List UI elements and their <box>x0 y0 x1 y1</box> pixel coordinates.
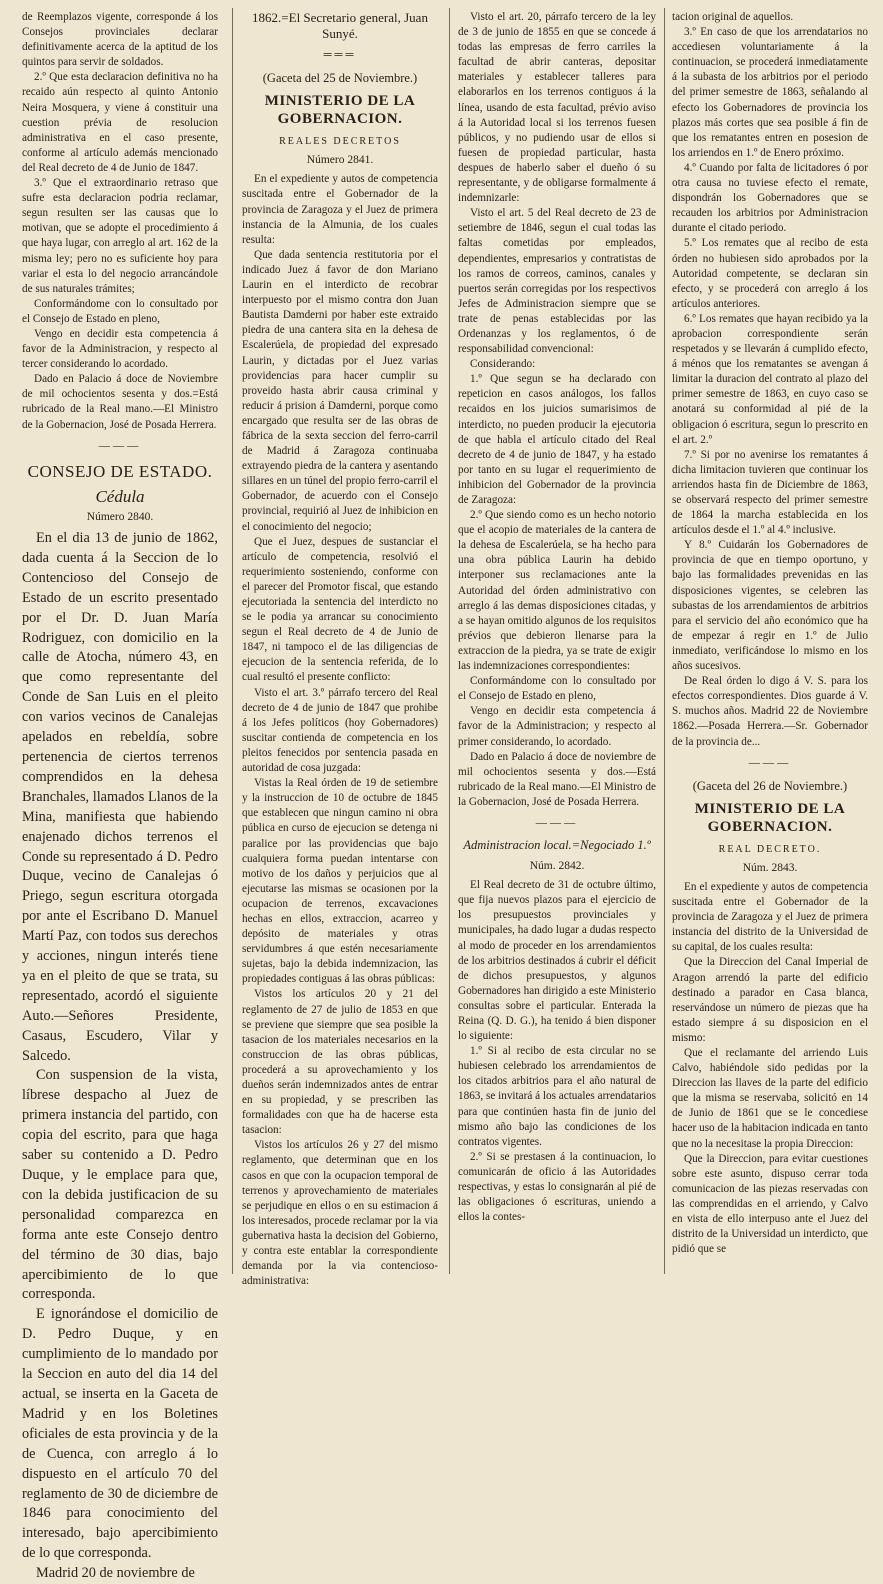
paragraph: Vengo en decidir esta competencia á favor de la Administracion, y respecto al tercer considerando lo acordado. <box>22 327 218 371</box>
paragraph: 2.º Que esta declaracion definitiva no ha recaido aún respecto al quinto Antonio Neira Mosquera, y viene á constituir una cuestion prévia de resolucion administrativa en el caso presente, conforme al artículo además mencionado del Real decreto de 4 de Junio de 1847. <box>22 71 218 174</box>
paragraph: de Reemplazos vigente, corresponde á los Consejos provinciales declarar definitivamente acerca de la aptitud de los quintos para servir de soldados. <box>22 11 218 69</box>
paragraph: Vengo en decidir esta competencia á favor de la Administracion; y respecto al primer considerando, lo acordado. <box>458 705 656 748</box>
decree-number: Núm. 2842. <box>529 860 585 873</box>
paragraph: Y 8.º Cuidarán los Gobernadores de provincia de que en tiempo oportuno, y bajo las formalidades prevenidas en las disposiciones vigentes, se celebren las subastas de los arrendamientos de arbitrios para el servicio del año económico que ha de empezar á regir en 1.º de Julio inmediato, verificándose lo mismo en los años sucesivos. <box>672 539 868 673</box>
paragraph: 1.º Si al recibo de esta circular no se hubiesen celebrado los arrendamientos de los citados arbitrios para el año natural de 1863, se invitará á los actuales arrendatarios para que continúen hasta fin de junio del mismo año bajo las condiciones de los contratos vigentes. <box>458 1045 656 1148</box>
paragraph: Vistas la Real órden de 19 de setiembre y la instruccion de 10 de octubre de 1845 que establecen que ningun camino ni obra pública en curso de ejecucion se detenga ni paralice por las providencias que bajo cualquiera forma puedan intentarse con motivo de los daños y perjuicios que al ejecutarse las mismas se ocasionen por la ocupacion de terrenos, excavaciones hechas en ellos, extraccion, acarreo y depósito de materiales y otras servidumbres á que estén necesariamente sujetas, bajo la debida indemnizacion, las propiedades contiguas á las obras públicas: <box>242 777 438 986</box>
paragraph: 3.º En caso de que los arrendatarios no accediesen voluntariamente á la continuacion, se procederá inmediatamente á la subasta de los arbitrios por el periodo del primer semestre de 1863, señalando al efecto los Gobernadores de provincia los plazos más cortes que sea posible á fin de que los rematantes entren en posesion de los arriendos en 1.º de Enero próximo. <box>672 26 868 159</box>
decree-number: Número 2841. <box>306 154 374 167</box>
section-heading: REALES DECRETOS <box>279 136 401 148</box>
decree-number: Número 2840. <box>86 510 154 523</box>
paragraph: En el expediente y autos de competencia suscitada entre el Gobernador de la provincia de Zaragoza y el Juez de primera instancia de la Almunia, de los cuales resulta: <box>242 173 438 246</box>
paragraph: Madrid 20 de noviembre de <box>36 1565 195 1582</box>
paragraph: 4.º Cuando por falta de licitadores ó por otra causa no tuviese efecto el remate, dispondrán los Gobernadores que se recauden los arbitrios por Administracion durante el citado periodo. <box>672 161 868 235</box>
separator: ——— <box>535 816 579 829</box>
column-3 <box>458 10 656 1272</box>
paragraph: 7.º Si por no avenirse los rematantes á dicha limitacion tuvieren que continuar los arriendos hasta fin de Diciembre de 1863, se observará respecto del primer semestre de 1864 la marcha establecida en los artículos desde el 1.º al 4.º inclusive. <box>672 448 868 537</box>
paragraph: 6.º Los remates que hayan recibido ya la aprobacion correspondiente serán respetados y se llevarán á cumplido efecto, á ménos que los rematantes se avengan á limitar la duracion del contrato al plazo del primer semestre de 1863, en cuyo caso se anotará su conformidad al pié de la obligacion ó escritura, segun lo prescrito en el art. 2.º <box>672 312 868 446</box>
gazette-date: (Gaceta del 26 de Noviembre.) <box>692 778 848 793</box>
separator: ——— <box>748 756 792 769</box>
paragraph: En el expediente y autos de competencia suscitada entre el Gobernador de la provincia de Zaragoza y el Juez de primera instancia del distrito de la Universidad de su capital, de los cuales resulta: <box>672 880 868 954</box>
paragraph: 2.º Si se prestasen á la continuacion, lo comunicarán de oficio á las Autoridades respectivas, y estas lo consignarán al pié de las obligaciones ó escrituras, uniendo a ellos la contes- <box>458 1150 656 1224</box>
paragraph: 2.º Que siendo como es un hecho notorio que el acopio de materiales de la cantera de la dehesa de Escalerúela, se ha hecho para una obra pública Laurin ha debido interponer sus reclamaciones ante la Autoridad del órden administrativo con arreglo á las demas disposiciones citadas, y a se hayan omitido algunos de los requisitos prévios que debieron llenarse para la extraccion de la piedra, ya se trate de exigir las indemnizaciones correspondientes: <box>458 509 656 673</box>
paragraph: Dado en Palacio á doce de Noviembre de mil ochocientos sesenta y dos.=Está rubricado de la Real mano.—El Ministro de la Gobernacion, José de Posada Herrera. <box>22 373 218 431</box>
section-title: CONSEJO DE ESTADO. <box>27 461 213 481</box>
paragraph: 1.º Que segun se ha declarado con repeticion en casos análogos, los fallos recaidos en los juicios sumarisimos de interdicto, no pueden producir la ejecutoria de que habla el artículo citado del Real decreto de 4 de junio de 1847, y ha estado por tanto en su lugar el requerimiento de inhibicion del Gobernador de la provincia de Zaragoza: <box>458 373 656 506</box>
gazette-date: (Gaceta del 25 de Noviembre.) <box>262 71 418 86</box>
paragraph: Visto el art. 5 del Real decreto de 23 de setiembre de 1846, segun el cual todas las faltas cometidas por empleados, dependientes, empresarios y contratistas de los ramos de correos, caminos, canales y puertos serán corregidas por los respectivos Jefes de Administracion siempre que se trate de penas establecidas por las Ordenanzas y los reglamentos, ó de responsabilidad convencional: <box>458 207 656 356</box>
paragraph: E ignorándose el domicilio de D. Pedro Duque, y en cumplimiento de lo mandado por la Seccion en auto del dia 14 del actual, se inserta en la Gaceta de Madrid y en los Boletines oficiales de esta provincia y de la de Cuenca, con arreglo á lo dispuesto en el artículo 70 del reglamento de 30 de diciembre de 1846 para conocimiento del interesado, bajo apercibimiento de lo que corresponda. <box>22 1306 218 1562</box>
column-rule <box>449 8 450 1274</box>
paragraph: 5.º Los remates que al recibo de esta órden no hubiesen sido aprobados por la Autoridad competente, se declaran sin efecto, y se procederá con arreglo á los artículos anteriores. <box>672 237 868 310</box>
column-rule <box>232 8 233 1274</box>
separator: ═══ <box>323 49 357 61</box>
paragraph: Conformándome con lo consultado por el Consejo de Estado en pleno, <box>458 675 656 703</box>
paragraph: Que el Juez, despues de sustanciar el artículo de competencia, resolvió el requerimiento sosteniendo, conforme con el parecer del Promotor fiscal, que estando ejecutoriada la sentencia del interdicto no se le podia ya arrancar su conocimiento segun el Real decreto de 4 de Junio de 1847, ni tampoco el de las diligencias de ejecucion de la sentencia referida, de lo cual resultó el presente conflicto: <box>242 535 438 684</box>
paragraph: Con suspension de la vista, líbrese despacho al Juez de primera instancia del partido, con copia del escrito, para que haga saber su contenido a D. Pedro Duque, y le emplace para que, con la debida justificacion de su personalidad comparezca en forma ante este Consejo dentro del término de 30 dias, bajo apercibimiento de lo que corresponda. <box>22 1067 218 1303</box>
paragraph: 3.º Que el extraordinario retraso que sufre esta declaracion podria reclamar, segun resulten ser las causas que lo motivan, que se adopte el procedimiento á que haya lugar, con arreglo al art. 162 de la misma ley; pero no es suficiente hoy para variar el esta lo del negocio arrancándole de sus naturales trámites; <box>22 177 218 295</box>
paragraph: Dado en Palacio á doce de noviembre de mil ochocientos sesenta y dos.—Está rubricado de la Real mano.—El Ministro de la Gobernacion, José de Posada Herrera. <box>458 750 656 808</box>
section-heading: REAL DECRETO. <box>718 843 822 855</box>
paragraph: Visto el art. 3.º párrafo tercero del Real decreto de 4 de junio de 1847 que prohibe á los Jefes políticos (hoy Gobernadores) suscitar contienda de competencia en los pleitos fenecidos por sentencia pasada en autoridad de cosa juzgada: <box>242 686 438 775</box>
paragraph: De Real órden lo digo á V. S. para los efectos correspondientes. Dios guarde á V. S. muchos años. Madrid 22 de Noviembre 1862.—Posada Herrera.—Sr. Gobernador de la provincia de... <box>672 675 868 748</box>
ministry-heading: MINISTERIO DE LA GOBERNACION. <box>264 93 416 128</box>
paragraph: Que la Direccion del Canal Imperial de Aragon arrendó la parte del edificio destinado a parador en Casa blanca, reservándose un número de piezas que ha estado siempre á su disposicion en el mismo: <box>672 956 868 1044</box>
paragraph: El Real decreto de 31 de octubre último, que fija nuevos plazos para el ejercicio de los presupuestos provinciales y municipales, ha dado lugar a dudas respecto al modo de proceder en los arrendamientos de los arbitrios destinados á cubrir el déficit de dichos presupuestos, y algunos Gobernadores han dirigido a este Ministerio consultas sobre el particular. Enterada la Reina (Q. D. G.), ha tenido á bien disponer lo siguiente: <box>458 879 656 1043</box>
decree-number: Núm. 2843. <box>742 861 798 874</box>
separator: ——— <box>98 439 142 452</box>
paragraph: Que dada sentencia restitutoria por el indicado Juez á favor de don Mariano Laurin en el interdicto de recobrar interpuesto por el mismo contra don Juan Bautista Damderni por haber este extraido piedra de una cantera sita en la dehesa de Escalerúela, de propiedad del expresado Laurin, y dictadas por el Juez varias providencias para hacer cumplir su proveido hasta abrir causa criminal y reducir á prision á Damderni, porque como encargado que resulta ser de las obras de fábrica de la sexta seccion del ferro-carril de Madrid á Zaragoza continuaba extrayendo piedra de la cantera y asentando sillares en un túnel del propio ferro-carril el Gobernador, de acuerdo con el Consejo provincial, requirió al Juez de inhibicion en el conocimiento del negocio; <box>242 248 438 533</box>
paragraph: Vistos los artículos 26 y 27 del mismo reglamento, que determinan que en los casos en que con la ocupacion temporal de terrenos y aprovechamiento de materiales se perjudique en ellos o en su estimacion á los interesados, procede reclamar por la via gubernativa hasta la decision del Gobierno, y contra este entablar la correspondiente demanda por la via contencioso-administrativa: <box>242 1139 438 1288</box>
paragraph: En el dia 13 de junio de 1862, dada cuenta á la Seccion de lo Contencioso del Consejo de Estado de un escrito presentado por el Dr. D. Juan María Rodriguez, con domicilio en la calle de Atocha, número 43, en que como representante del Conde de San Luis en el pleito con varios vecinos de Canalejas apelados en rebeldía, sobre pertenencia de ciertos terrenos comprendidos en la dehesa Branchales, llamados Llanos de la Mina, manifiesta que habiendo enajenado dichos terrenos el Conde su representado á D. Pedro Duque, vecino de Canalejas ó Priego, segun escritura otorgada por ante el Escribano D. Manuel Martí Paz, con todos sus derechos y acciones, ningun interés tiene ya en el pleito de que se trata, su representado, acordó el siguiente Auto.—Señores Presidente, Casaus, Escudero, Vilar y Salcedo. <box>22 530 218 1064</box>
paragraph: Considerando: <box>470 358 536 371</box>
paragraph: tacion original de aquellos. <box>672 11 794 23</box>
column-1 <box>22 10 218 1582</box>
paragraph: Visto el art. 20, párrafo tercero de la ley de 3 de junio de 1855 en que se concede á todas las empresas de ferro carriles la facultad de abrir canteras, depositar materiales y establecer talleres para elaborarlos en los terrenos contiguos á la línea, usando de esta facultad, prévio aviso á la Autoridad local si los terrenos fuesen públicos, y no pudiendo usar de ellos si fuesen de propiedad particular, hasta despues de haberlo saber el dueño ó su representante, y de obligarse formalmente á indemnizarle: <box>458 11 656 205</box>
paragraph: Que el reclamante del arriendo Luis Calvo, habiéndole sido pedidas por la Direccion las llaves de la parte del edificio que la misma se reservaba, solicitó en 14 de Junio de 1861 que se le concediese hacer uso de la habitacion indicada en tanto que no la necesitase la propia Direccion: <box>672 1047 868 1150</box>
paragraph: Que la Direccion, para evitar cuestiones sobre este asunto, dispuso cerrar toda comunicacion de las piezas reservadas con las comprendidas en el arriendo, y Calvo en vista de ello interpuso ante el Juez del distrito de la Universidad un interdicto, que pidió que se <box>672 1152 868 1256</box>
column-2 <box>242 10 438 1288</box>
paragraph: Conformándome con lo consultado por el Consejo de Estado en pleno, <box>22 297 218 325</box>
admin-heading: Administracion local.=Negociado 1.º <box>463 838 651 853</box>
ministry-heading: MINISTERIO DE LA GOBERNACION. <box>694 800 846 835</box>
paragraph: Vistos los artículos 20 y 21 del reglamento de 27 de julio de 1853 en que se previene que siempre que sea posible la tasacion de los materiales necesarios en la construccion de las obras públicas, procederá a su aprovechamiento y los dueños serán indemnizados antes de entrar en su propiedad, y se prescriben las formalidades con que ha de hacerse esta tasacion: <box>242 988 438 1137</box>
column-4 <box>672 10 868 1272</box>
column-rule <box>664 8 665 1274</box>
cedula-heading: Cédula <box>95 486 145 506</box>
signature-line: 1862.=El Secretario general, Juan Sunyé. <box>252 10 428 41</box>
